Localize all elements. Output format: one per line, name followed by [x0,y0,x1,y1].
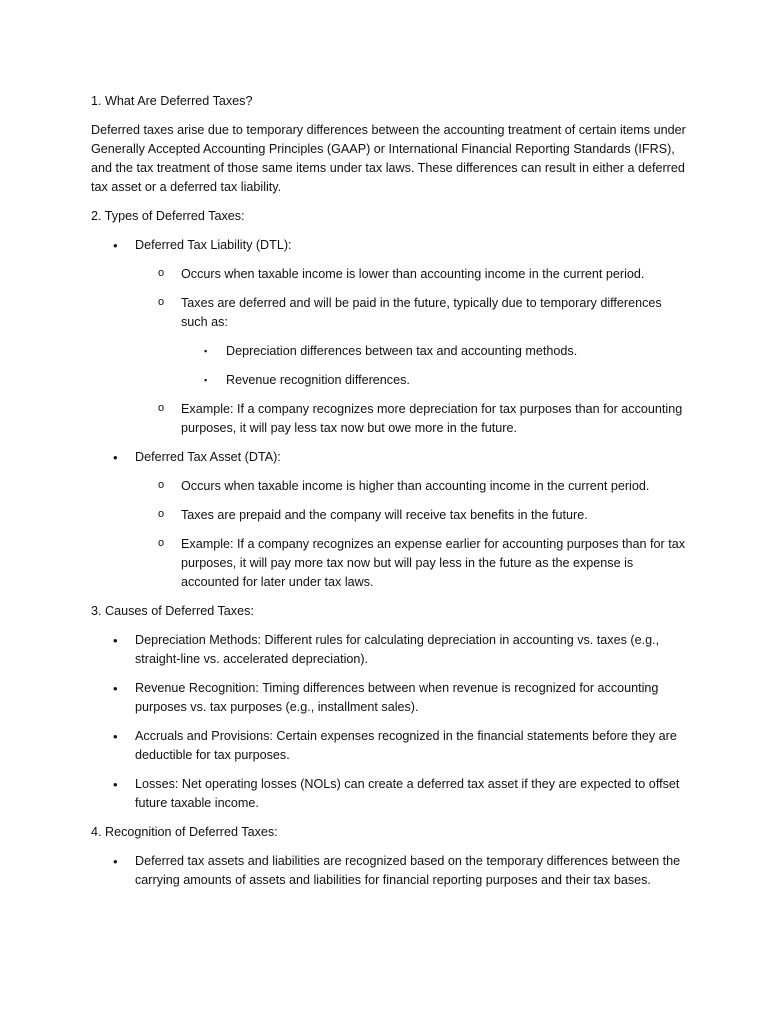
list-item-text: Occurs when taxable income is higher than accounting income in the current period. [181,479,650,493]
section-heading-what-are-deferred-taxes: 1. What Are Deferred Taxes? [91,94,253,108]
list-item [91,265,688,284]
bullet-circle: o [158,508,165,520]
section-heading-types: 2. Types of Deferred Taxes: [91,209,245,223]
section-paragraph-definition: Deferred taxes arise due to temporary differences between the accounting treatment of certain items under Generally Accepted Accounting Principles (GAAP) or International Financial Reporting Standards (IFRS), and the tax treatment of those same items under tax laws. These differences can result in either a deferred tax asset or a deferred tax liability. [91,123,686,194]
list-item-dtl [91,236,688,255]
list-item [91,371,688,390]
list-item [91,506,688,525]
list-item [91,679,688,717]
list-item-dta [91,448,688,467]
bullet-disc: • [113,777,118,792]
list-item-text: Depreciation differences between tax and accounting methods. [226,344,578,358]
list-item [91,775,688,813]
list-item-text: Accruals and Provisions: Certain expenses recognized in the financial statements before they are deductible for tax purposes. [135,729,677,762]
bullet-disc: • [113,681,118,696]
list-item-text: Occurs when taxable income is lower than accounting income in the current period. [181,267,645,281]
bullet-circle: o [158,267,165,279]
list-item-text: Deferred tax assets and liabilities are recognized based on the temporary differences between the carrying amounts of assets and liabilities for financial reporting purposes and their tax bases. [135,854,681,887]
list-item-text: Revenue Recognition: Timing differences between when revenue is recognized for accounting purposes vs. tax purposes (e.g., installment sales). [135,681,659,714]
list-item-label: Deferred Tax Liability (DTL): [135,238,292,252]
section-heading-recognition: 4. Recognition of Deferred Taxes: [91,825,278,839]
bullet-disc: • [113,729,118,744]
list-item-label: Deferred Tax Asset (DTA): [135,450,281,464]
list-item [91,477,688,496]
recognition-list [91,852,688,890]
bullet-circle: o [158,402,165,414]
list-item-text: Revenue recognition differences. [226,373,410,387]
list-item [91,400,688,438]
bullet-disc: • [113,633,118,648]
list-item-text: Taxes are deferred and will be paid in the future, typically due to temporary differences such as: [181,296,662,329]
bullet-square: ▪ [204,346,208,356]
section-heading-causes: 3. Causes of Deferred Taxes: [91,604,254,618]
bullet-disc: • [113,238,118,253]
bullet-disc: • [113,854,118,869]
list-item [91,727,688,765]
causes-list [91,631,688,813]
list-item [91,852,688,890]
bullet-circle: o [158,296,165,308]
bullet-circle: o [158,479,165,491]
types-list [91,236,688,592]
list-item-text: Example: If a company recognizes more depreciation for tax purposes than for accounting purposes, it will pay less tax now but owe more in the future. [181,402,683,435]
list-item [91,342,688,361]
list-item-text: Taxes are prepaid and the company will receive tax benefits in the future. [181,508,588,522]
list-item-text: Losses: Net operating losses (NOLs) can create a deferred tax asset if they are expected to offset future taxable income. [135,777,680,810]
bullet-disc: • [113,450,118,465]
bullet-circle: o [158,537,165,549]
list-item-text: Depreciation Methods: Different rules for calculating depreciation in accounting vs. taxes (e.g., straight-line vs. accelerated depreciation). [135,633,660,666]
bullet-square: ▪ [204,375,208,385]
list-item [91,535,688,592]
list-item-text: Example: If a company recognizes an expense earlier for accounting purposes than for tax purposes, it will pay more tax now but will pay less in the future as the expense is accounted for later under tax laws. [181,537,686,589]
list-item [91,631,688,669]
list-item [91,294,688,332]
